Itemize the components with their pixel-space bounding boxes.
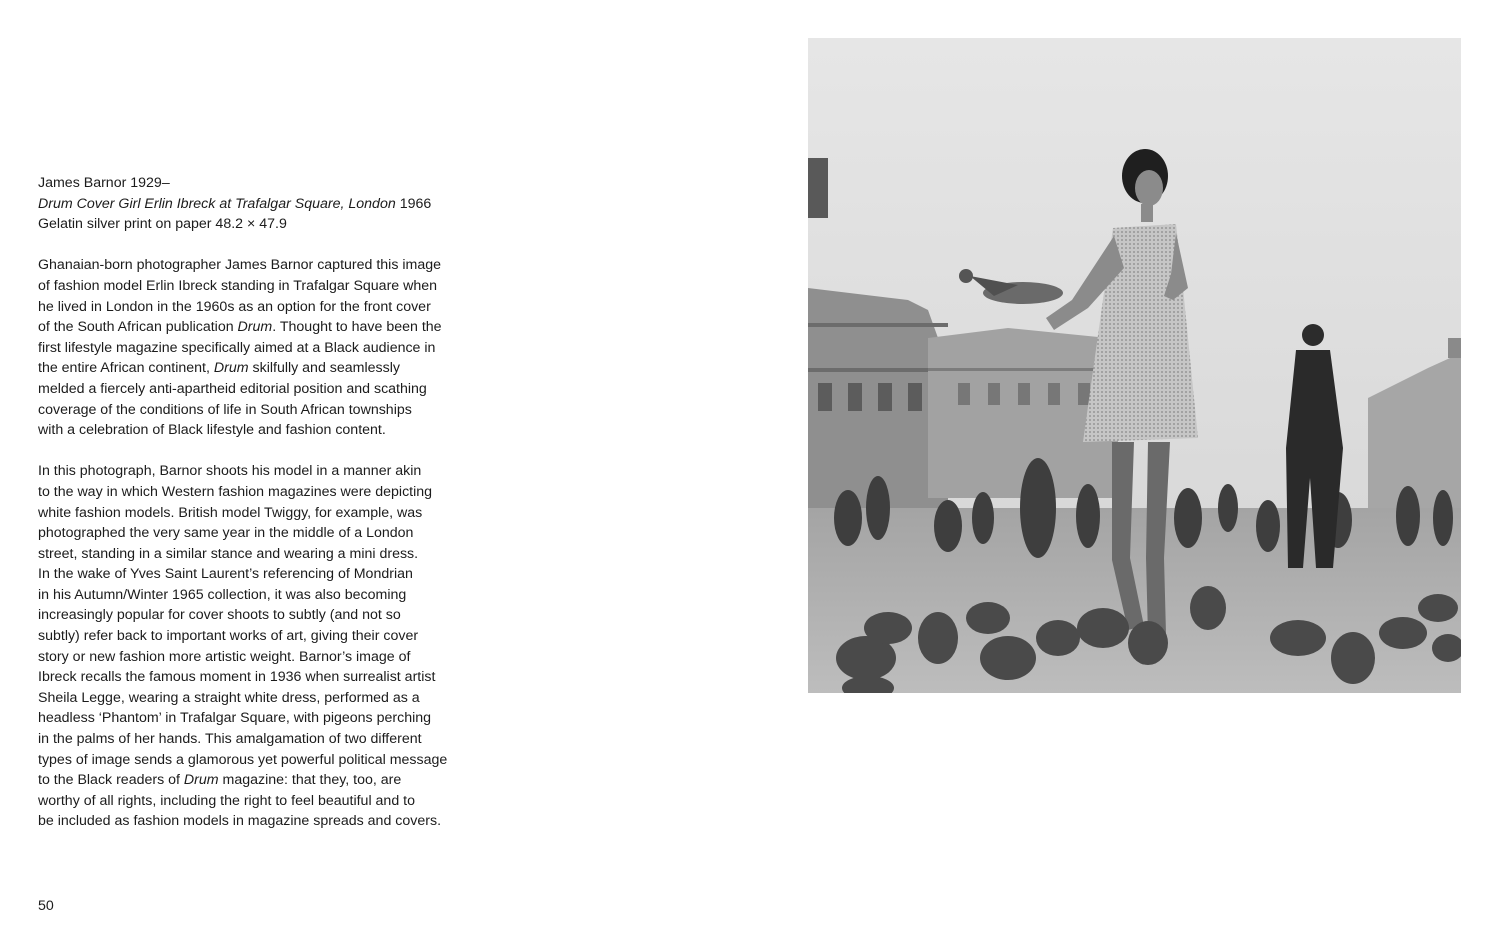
text-run: magazine: that they, too, are <box>218 772 402 789</box>
text-run: white fashion models. British model Twiggy, for example, was <box>38 504 423 521</box>
artwork-title: Drum Cover Girl Erlin Ibreck at Trafalgar Square, London <box>38 195 396 212</box>
text-line <box>38 688 488 709</box>
text-run: to the way in which Western fashion magazines were depicting <box>38 483 433 500</box>
text-line <box>38 255 488 276</box>
text-run: the entire African continent, <box>38 360 214 377</box>
text-run: in the palms of her hands. This amalgamation of two different <box>38 731 422 748</box>
title-line <box>38 194 488 215</box>
page-number: 50 <box>38 898 54 914</box>
text-run: skilfully and seamlessly <box>248 360 400 377</box>
text-run: in his Autumn/Winter 1965 collection, it was also becoming <box>38 586 407 603</box>
text-line <box>38 523 488 544</box>
italic-text: Drum <box>213 360 249 377</box>
artwork-credit <box>38 173 488 235</box>
italic-text: Drum <box>237 319 273 336</box>
text-line <box>38 708 488 729</box>
text-line <box>38 667 488 688</box>
text-line <box>38 626 488 647</box>
text-line <box>38 605 488 626</box>
text-line <box>38 729 488 750</box>
text-line <box>38 647 488 668</box>
text-run: street, standing in a similar stance and wearing a mini dress. <box>38 545 419 562</box>
text-run: Sheila Legge, wearing a straight white dress, performed as a <box>38 689 420 706</box>
text-run: worthy of all rights, including the right to feel beautiful and to <box>38 792 415 809</box>
artwork-year: 1966 <box>399 195 432 212</box>
text-run: subtly) refer back to important works of art, giving their cover <box>38 628 419 645</box>
text-line <box>38 482 488 503</box>
text-column <box>38 173 488 832</box>
text-run: Ghanaian-born photographer James Barnor captured this image <box>38 257 442 274</box>
medium-line: Gelatin silver print on paper 48.2 × 47.9 <box>38 216 287 233</box>
text-run: to the Black readers of <box>38 772 184 789</box>
text-line <box>38 400 488 421</box>
text-line <box>38 750 488 771</box>
text-line <box>38 297 488 318</box>
text-line <box>38 379 488 400</box>
text-line <box>38 461 488 482</box>
text-line <box>38 770 488 791</box>
text-line <box>38 338 488 359</box>
text-run: increasingly popular for cover shoots to subtly (and not so <box>38 607 401 624</box>
text-line <box>38 544 488 565</box>
text-line <box>38 420 488 441</box>
text-run: . Thought to have been the <box>272 319 442 336</box>
text-run: coverage of the conditions of life in South African townships <box>38 401 412 418</box>
text-line <box>38 276 488 297</box>
text-run: In this photograph, Barnor shoots his model in a manner akin <box>38 463 422 480</box>
photograph-woman-with-pigeons <box>808 38 1461 693</box>
text-run: of fashion model Erlin Ibreck standing in Trafalgar Square when <box>38 277 438 294</box>
text-run: first lifestyle magazine specifically aimed at a Black audience in <box>38 339 436 356</box>
text-line <box>38 503 488 524</box>
text-run: headless ‘Phantom’ in Trafalgar Square, with pigeons perching <box>38 710 432 727</box>
text-run: of the South African publication <box>38 319 238 336</box>
text-run: he lived in London in the 1960s as an option for the front cover <box>38 298 431 315</box>
text-line <box>38 585 488 606</box>
text-line <box>38 358 488 379</box>
paragraph-1 <box>38 255 488 440</box>
text-run: be included as fashion models in magazine spreads and covers. <box>38 813 442 830</box>
text-run: story or new fashion more artistic weight. Barnor’s image of <box>38 648 411 665</box>
text-run: with a celebration of Black lifestyle and fashion content. <box>38 422 386 439</box>
text-line <box>38 317 488 338</box>
text-line <box>38 791 488 812</box>
text-line <box>38 811 488 832</box>
text-run: In the wake of Yves Saint Laurent’s referencing of Mondrian <box>38 566 413 583</box>
text-run: Ibreck recalls the famous moment in 1936 when surrealist artist <box>38 669 436 686</box>
text-line <box>38 564 488 585</box>
artist-line: James Barnor 1929– <box>38 175 170 191</box>
paragraph-2 <box>38 461 488 832</box>
text-run: melded a fiercely anti-apartheid editorial position and scathing <box>38 380 427 397</box>
text-run: photographed the very same year in the middle of a London <box>38 525 414 542</box>
italic-text: Drum <box>183 772 219 789</box>
text-run: types of image sends a glamorous yet powerful political message <box>38 751 448 768</box>
